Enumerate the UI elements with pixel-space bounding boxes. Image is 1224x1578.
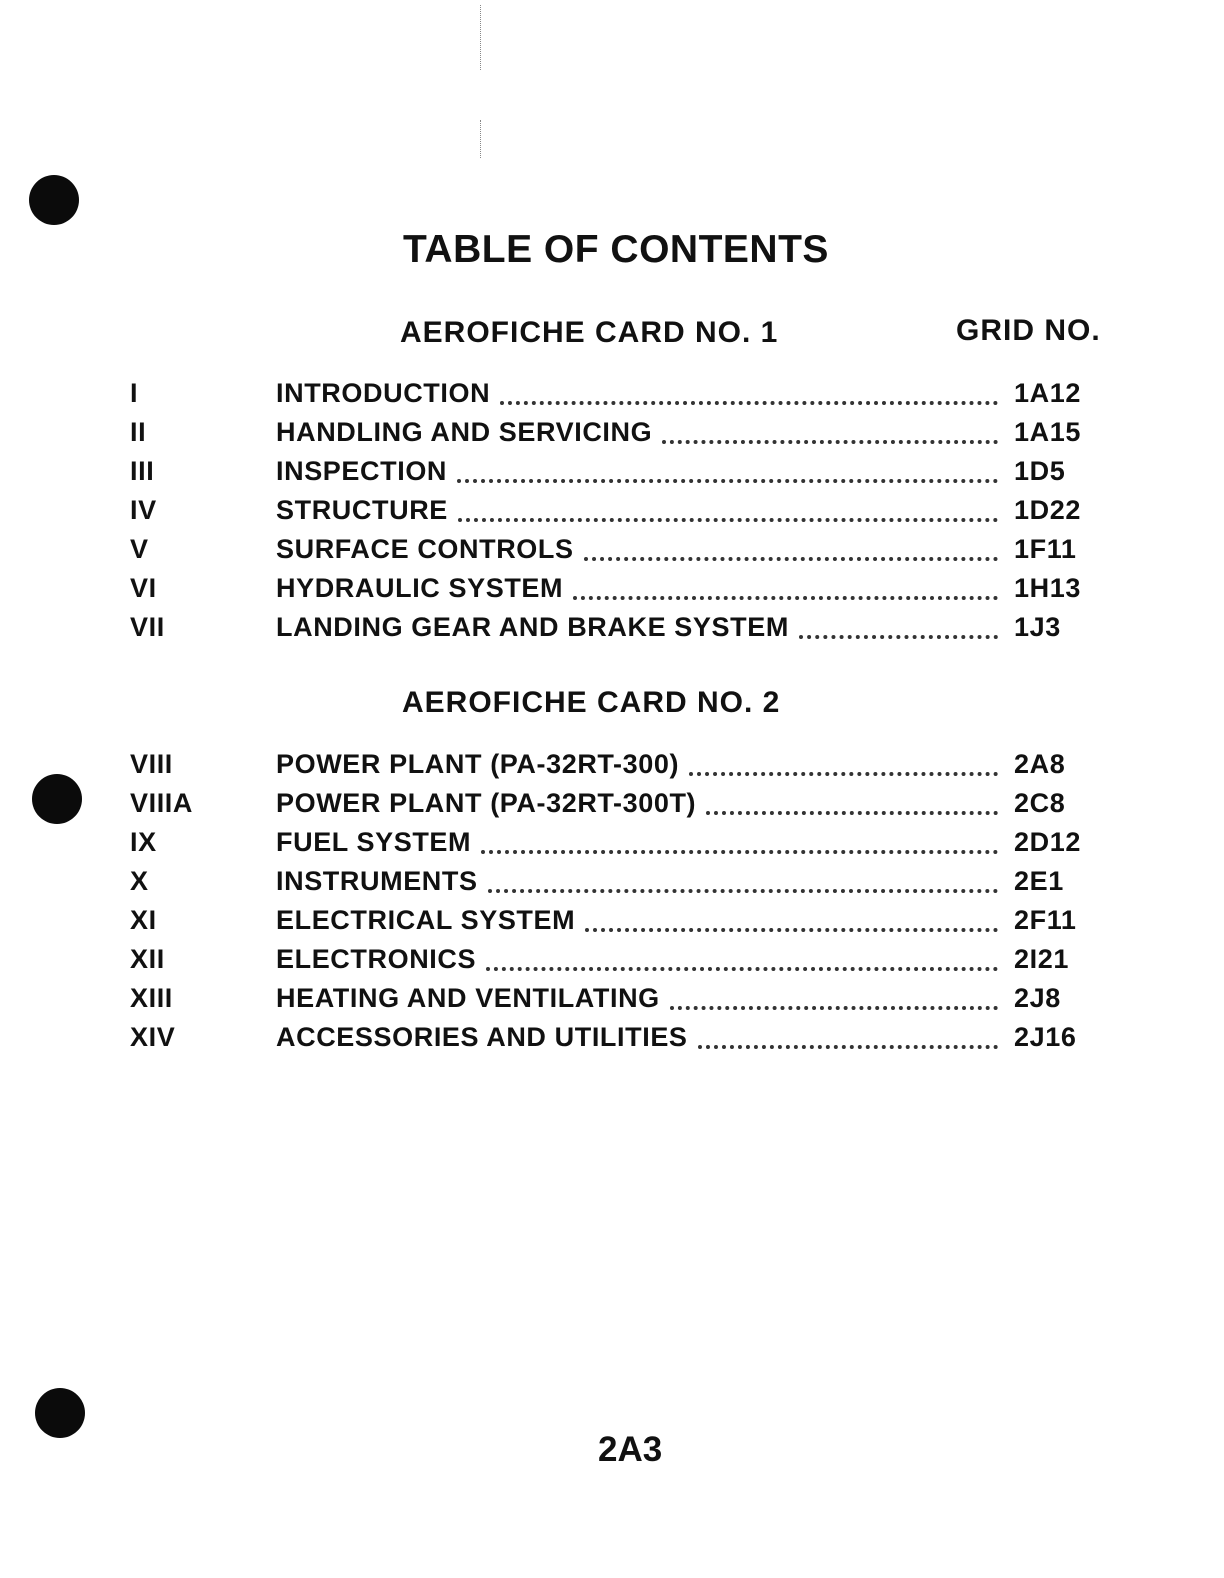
grid-number: 2C8	[1014, 788, 1066, 818]
section-title: SURFACE CONTROLS	[276, 534, 574, 564]
grid-number: 2A8	[1014, 749, 1066, 779]
page-title: TABLE OF CONTENTS	[403, 228, 829, 271]
section-number: VI	[130, 573, 157, 603]
dot-leader	[486, 967, 998, 971]
card-1-heading: AEROFICHE CARD NO. 1	[400, 316, 779, 349]
section-number: XII	[130, 944, 165, 974]
dot-leader	[698, 1045, 998, 1049]
toc-entry-inspection[interactable]	[130, 452, 1100, 491]
section-title: FUEL SYSTEM	[276, 827, 472, 857]
section-title: POWER PLANT (PA-32RT-300T)	[276, 788, 697, 818]
page-number: 2A3	[598, 1430, 663, 1469]
toc-entry-hydraulic-system[interactable]	[130, 569, 1100, 608]
grid-no-heading: GRID NO.	[956, 314, 1101, 347]
dot-leader	[573, 596, 998, 600]
toc-entry-landing-gear[interactable]	[130, 608, 1100, 647]
grid-number: 2D12	[1014, 827, 1081, 857]
dot-leader	[481, 850, 998, 854]
section-title: ACCESSORIES AND UTILITIES	[276, 1022, 688, 1052]
binder-hole-top	[29, 175, 79, 225]
dot-leader	[488, 889, 998, 893]
grid-number: 1A15	[1014, 417, 1081, 447]
section-number: XIV	[130, 1022, 176, 1052]
grid-number: 1H13	[1014, 573, 1081, 603]
section-title: INTRODUCTION	[276, 378, 491, 408]
section-number: III	[130, 456, 155, 486]
grid-number: 1F11	[1014, 534, 1077, 564]
binder-hole-middle	[32, 774, 82, 824]
grid-number: 2I21	[1014, 944, 1069, 974]
toc-entry-fuel-system[interactable]	[130, 823, 1100, 862]
toc-entry-introduction[interactable]	[130, 374, 1100, 413]
section-number: VIII	[130, 749, 173, 779]
toc-entry-handling-and-servicing[interactable]	[130, 413, 1100, 452]
toc-entry-accessories-and-utilities[interactable]	[130, 1018, 1100, 1057]
section-title: HYDRAULIC SYSTEM	[276, 573, 564, 603]
section-number: XI	[130, 905, 157, 935]
dot-leader	[585, 928, 998, 932]
dot-leader	[584, 557, 998, 561]
section-number: X	[130, 866, 149, 896]
section-number: IV	[130, 495, 157, 525]
section-title: HEATING AND VENTILATING	[276, 983, 660, 1013]
section-title: INSPECTION	[276, 456, 448, 486]
dot-leader	[689, 772, 998, 776]
dot-leader	[706, 811, 998, 815]
section-title: ELECTRICAL SYSTEM	[276, 905, 576, 935]
section-number: I	[130, 378, 139, 408]
toc-entry-power-plant-300t[interactable]	[130, 784, 1100, 823]
dot-leader	[670, 1006, 998, 1010]
section-number: VIIIA	[130, 788, 194, 818]
toc-entry-surface-controls[interactable]	[130, 530, 1100, 569]
section-number: VII	[130, 612, 165, 642]
dot-leader	[457, 479, 998, 483]
grid-number: 2E1	[1014, 866, 1064, 896]
fold-mark	[480, 120, 482, 158]
section-number: IX	[130, 827, 157, 857]
dot-leader	[458, 518, 998, 522]
section-title: HANDLING AND SERVICING	[276, 417, 653, 447]
binder-hole-bottom	[35, 1388, 85, 1438]
grid-number: 2F11	[1014, 905, 1077, 935]
card-1-contents	[130, 374, 1100, 647]
toc-entry-heating-and-ventilating[interactable]	[130, 979, 1100, 1018]
fold-mark	[480, 5, 482, 70]
section-title: POWER PLANT (PA-32RT-300)	[276, 749, 680, 779]
toc-entry-power-plant-300[interactable]	[130, 745, 1100, 784]
card-2-heading: AEROFICHE CARD NO. 2	[402, 686, 781, 719]
section-title: STRUCTURE	[276, 495, 448, 525]
section-number: V	[130, 534, 149, 564]
grid-number: 1A12	[1014, 378, 1081, 408]
toc-entry-electrical-system[interactable]	[130, 901, 1100, 940]
toc-entry-instruments[interactable]	[130, 862, 1100, 901]
grid-number: 1D22	[1014, 495, 1081, 525]
grid-number: 2J16	[1014, 1022, 1077, 1052]
toc-entry-electronics[interactable]	[130, 940, 1100, 979]
section-number: II	[130, 417, 147, 447]
dot-leader	[500, 401, 998, 405]
card-2-contents	[130, 745, 1100, 1057]
grid-number: 1D5	[1014, 456, 1066, 486]
grid-number: 1J3	[1014, 612, 1061, 642]
toc-entry-structure[interactable]	[130, 491, 1100, 530]
section-title: LANDING GEAR AND BRAKE SYSTEM	[276, 612, 789, 642]
section-number: XIII	[130, 983, 173, 1013]
dot-leader	[662, 440, 998, 444]
dot-leader	[799, 635, 998, 639]
section-title: ELECTRONICS	[276, 944, 477, 974]
section-title: INSTRUMENTS	[276, 866, 478, 896]
grid-number: 2J8	[1014, 983, 1061, 1013]
